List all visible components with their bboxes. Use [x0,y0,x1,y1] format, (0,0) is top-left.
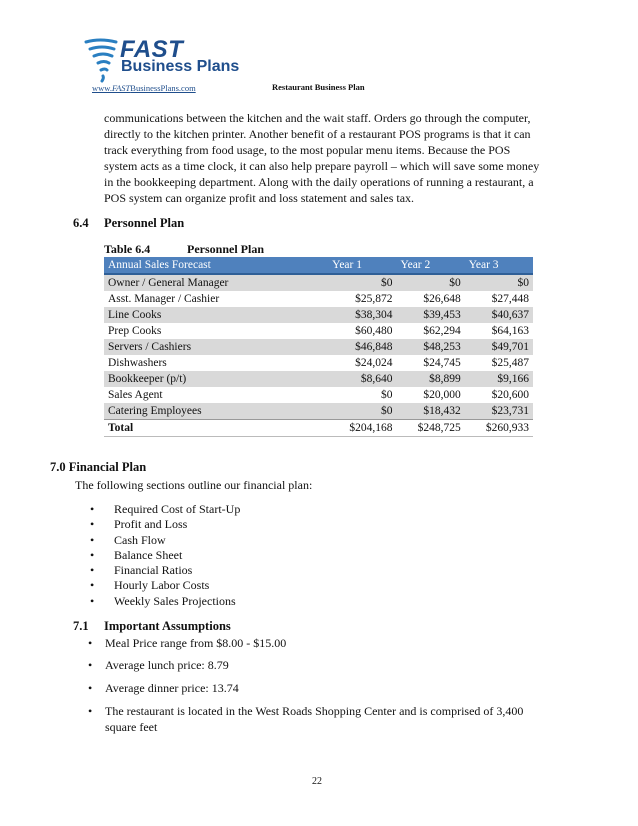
cell-year-1: $25,872 [328,291,396,307]
paragraph-line: communications between the kitchen and the wait staff. Orders go through the computer, [104,111,531,125]
list-item: • Meal Price range from $8.00 - $15.00 [88,636,287,650]
paragraph-line: track everything from food usage, to the most popular menu items. Because the POS [104,143,511,157]
list-item: • The restaurant is located in the West Roads Shopping Center and is comprised of 3,400 [88,704,524,718]
row-label: Sales Agent [104,387,328,403]
table-row [104,387,533,403]
table-total-row [104,420,533,437]
bullet-icon: • [88,658,93,672]
total-year-1: $204,168 [328,420,396,437]
cell-year-3: $25,487 [465,355,533,371]
list-item: • Balance Sheet [90,547,183,562]
financial-plan-list [90,502,240,609]
list-item: • Cash Flow [90,532,166,547]
cell-year-3: $0 [465,274,533,291]
document-title: Restaurant Business Plan [272,82,365,92]
row-label: Servers / Cashiers [104,339,328,355]
cell-year-2: $48,253 [396,339,464,355]
bullet-icon: • [90,517,95,532]
cell-year-2: $62,294 [396,323,464,339]
cell-year-2: $26,648 [396,291,464,307]
bullet-icon: • [90,593,95,608]
paragraph-line: directly to the kitchen printer. Another benefit of a restaurant POS programs is that it can [104,127,531,141]
header-year-3: Year 3 [465,257,533,274]
logo-wordmark-fast: FAST [120,36,184,63]
total-year-3: $260,933 [465,420,533,437]
page-number: 22 [312,776,322,787]
bullet-icon: • [88,681,93,695]
bullet-icon: • [90,578,95,593]
list-item: • Financial Ratios [90,563,193,578]
cell-year-2: $20,000 [396,387,464,403]
row-label: Asst. Manager / Cashier [104,291,328,307]
row-label: Bookkeeper (p/t) [104,371,328,387]
list-item: • Profit and Loss [90,517,188,532]
pos-paragraph [104,110,564,206]
total-year-2: $248,725 [396,420,464,437]
table-row [104,291,533,307]
table-row [104,274,533,291]
cell-year-3: $23,731 [465,403,533,420]
cell-year-2: $18,432 [396,403,464,420]
cell-year-1: $24,024 [328,355,396,371]
cell-year-3: $64,163 [465,323,533,339]
table-row [104,403,533,420]
bullet-icon: • [90,532,95,547]
section-heading-7-0: 7.0 Financial Plan [50,460,147,474]
paragraph-line: in the bookkeeping department. Along with the daily operations of running a restaurant, a [104,175,534,189]
header-annual-sales-forecast: Annual Sales Forecast [104,257,328,274]
cell-year-3: $20,600 [465,387,533,403]
cell-year-1: $8,640 [328,371,396,387]
cell-year-2: $8,899 [396,371,464,387]
cell-year-1: $60,480 [328,323,396,339]
list-item: • Average lunch price: 8.79 [88,658,229,672]
cell-year-3: $49,701 [465,339,533,355]
table-row [104,307,533,323]
bullet-icon: • [88,704,93,718]
paragraph-line: system acts as a time clock, it can also help prepare payroll – which will save some money [104,159,540,173]
list-item: • Average dinner price: 13.74 [88,681,239,695]
row-label: Owner / General Manager [104,274,328,291]
list-item: • Required Cost of Start-Up [90,502,241,516]
row-label: Catering Employees [104,403,328,420]
website-link[interactable]: www.FASTBusinessPlans.com [92,83,196,93]
list-item-continuation: square feet [105,720,158,734]
financial-plan-intro: The following sections outline our financial plan: [75,478,313,492]
table-row [104,371,533,387]
table-row [104,323,533,339]
cell-year-1: $0 [328,274,396,291]
cell-year-1: $0 [328,387,396,403]
section-heading-7-1: 7.1 Important Assumptions [73,619,231,633]
table-row [104,355,533,371]
cell-year-3: $40,637 [465,307,533,323]
cell-year-1: $0 [328,403,396,420]
section-heading-6-4: 6.4 Personnel Plan [73,216,185,230]
header-year-1: Year 1 [328,257,396,274]
row-label: Line Cooks [104,307,328,323]
bullet-icon: • [88,636,93,650]
row-label: Dishwashers [104,355,328,371]
list-item: • Weekly Sales Projections [90,593,236,608]
cell-year-2: $24,745 [396,355,464,371]
bullet-icon: • [90,502,95,516]
personnel-plan-table [104,257,533,437]
tornado-icon [86,40,116,81]
paragraph-line: POS system can organize profit and loss statement and sales tax. [104,191,415,205]
logo-wordmark-business-plans: Business Plans [121,58,240,75]
cell-year-1: $46,848 [328,339,396,355]
bullet-icon: • [90,563,95,578]
table-row [104,339,533,355]
row-label: Prep Cooks [104,323,328,339]
cell-year-3: $27,448 [465,291,533,307]
bullet-icon: • [90,547,95,562]
header-year-2: Year 2 [396,257,464,274]
cell-year-1: $38,304 [328,307,396,323]
cell-year-3: $9,166 [465,371,533,387]
list-item: • Hourly Labor Costs [90,578,210,593]
total-label: Total [104,420,328,437]
cell-year-2: $0 [396,274,464,291]
table-header-row [104,257,533,274]
cell-year-2: $39,453 [396,307,464,323]
table-caption: Table 6.4 Personnel Plan [104,242,264,256]
